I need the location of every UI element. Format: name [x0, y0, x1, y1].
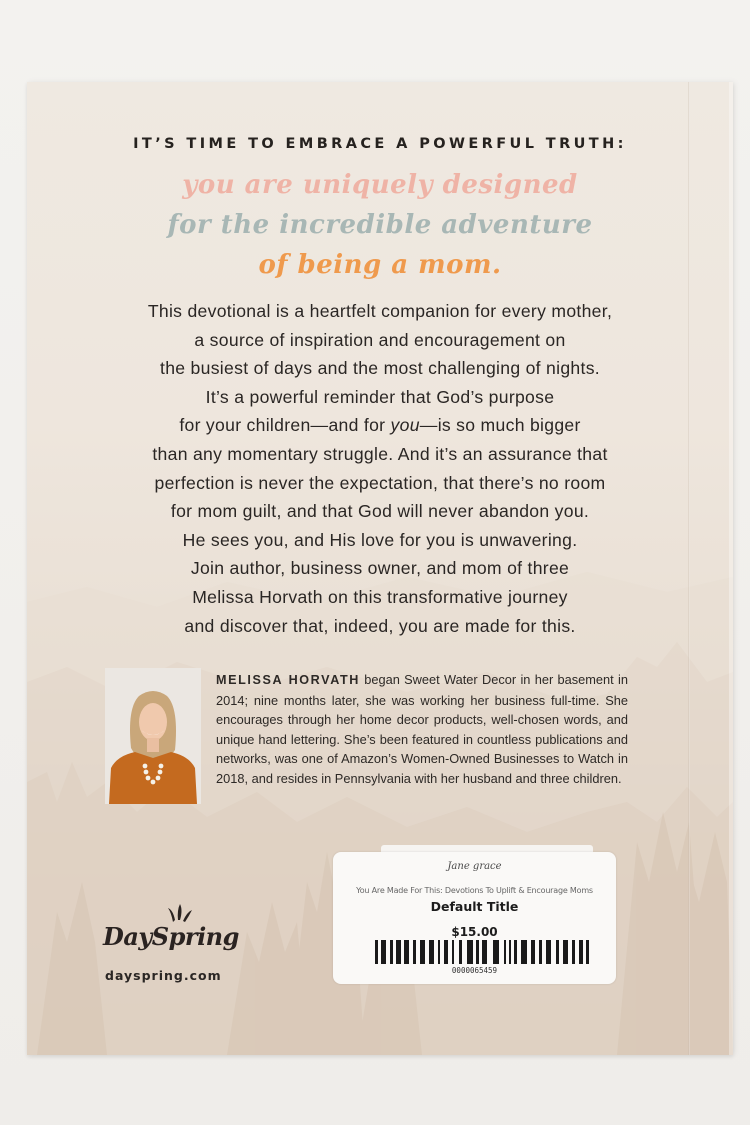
- description-line: This devotional is a heartfelt companion for every mother,: [147, 301, 613, 321]
- emphasis-you: you: [390, 415, 420, 436]
- description-line: He sees you, and His love for you is unwavering.: [182, 529, 578, 550]
- script-line-3: of being a mom.: [258, 250, 502, 280]
- description-line: than any momentary struggle. And it’s an assurance that: [152, 443, 608, 464]
- author-bio: [216, 670, 628, 788]
- description-text: for your children—and for: [179, 415, 391, 436]
- description-text: —is so much bigger: [419, 415, 581, 436]
- price-sticker: [333, 852, 616, 984]
- author-photo: [105, 668, 201, 804]
- description-line: and discover that, indeed, you are made for this.: [184, 615, 576, 636]
- description-line: Join author, business owner, and mom of three: [190, 558, 570, 579]
- author-bio-text: began Sweet Water Decor in her basement in 2014; nine months later, she was working her business full-time. She encourages through her home decor products, well-chosen words, and unique hand lettering. She’s been featured in countless publications and networks, was one of Amazon’s Women-Owned Businesses to Watch in 2018, and resides in Pennsylvania with her husband and three children.: [216, 672, 628, 786]
- script-line-2: for the incredible adventure: [167, 210, 593, 240]
- splash-icon: [165, 902, 195, 924]
- cover-headline: IT’S TIME TO EMBRACE A POWERFUL TRUTH:: [133, 136, 627, 152]
- description-line-emphasis: [87, 411, 673, 440]
- description-line: the busiest of days and the most challenging of nights.: [160, 358, 600, 379]
- book-description: [87, 297, 673, 640]
- description-line: perfection is never the expectation, that there’s no room: [154, 472, 606, 493]
- description-line: for mom guilt, and that God will never abandon you.: [170, 501, 590, 522]
- sticker-price: $15.00: [451, 925, 498, 939]
- sticker-product-name: You Are Made For This: Devotions To Uplift & Encourage Moms: [356, 886, 593, 895]
- publisher-logo: [103, 902, 239, 962]
- description-line: a source of inspiration and encouragement on: [194, 329, 566, 350]
- script-line-1: you are uniquely designed: [182, 170, 578, 200]
- author-portrait-illustration: [105, 668, 201, 804]
- publisher-website: dayspring.com: [105, 968, 222, 983]
- book-back-cover: [27, 82, 733, 1055]
- barcode-number: 0000065459: [451, 966, 498, 975]
- description-line: It’s a powerful reminder that God’s purpose: [205, 386, 555, 407]
- sticker-variant: Default Title: [430, 899, 519, 914]
- barcode-icon: [375, 940, 589, 964]
- author-name: MELISSA HORVATH: [216, 673, 360, 687]
- description-line: Melissa Horvath on this transformative journey: [192, 586, 568, 607]
- store-brand: Jane grace: [447, 861, 502, 872]
- publisher-logo-text: DaySpring: [103, 922, 239, 951]
